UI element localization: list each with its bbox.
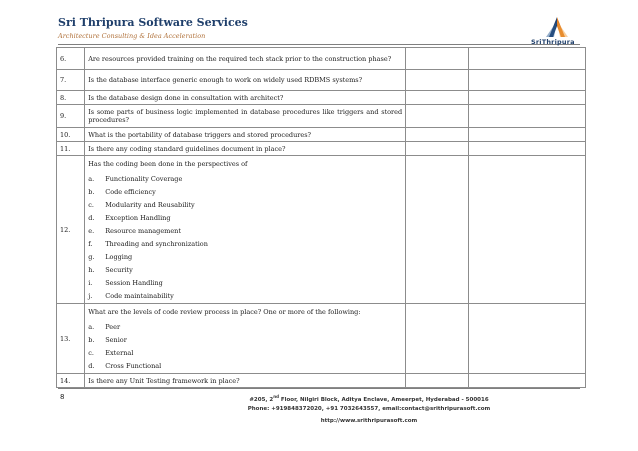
row-number: 13. <box>57 304 85 374</box>
row-number: 12. <box>57 156 85 304</box>
checklist-row <box>57 48 586 70</box>
sub-item <box>88 263 402 276</box>
empty-answer-cell <box>406 128 469 142</box>
question-cell: Is there any coding standard guidelines document in place? <box>85 142 406 156</box>
sub-item-letter: a. <box>88 174 95 183</box>
empty-answer-cell <box>468 91 585 105</box>
empty-answer-cell <box>468 304 585 374</box>
sub-item-letter: c. <box>88 348 94 357</box>
sub-item <box>88 250 402 263</box>
checklist-row <box>57 156 586 304</box>
question-cell: Is there any Unit Testing framework in place? <box>85 374 406 388</box>
logo-wordmark: SriThripura <box>531 38 575 46</box>
empty-answer-cell <box>406 156 469 304</box>
row-number: 7. <box>57 70 85 91</box>
question-intro: Has the coding been done in the perspectives of <box>88 160 248 168</box>
sub-item-text: Senior <box>105 335 127 344</box>
checklist-row <box>57 142 586 156</box>
row-number: 8. <box>57 91 85 105</box>
sub-item-text: Peer <box>105 322 121 331</box>
checklist-row <box>57 91 586 105</box>
footer-contact: Phone: +919848372020, +91 7032643557, email:contact@srithripurasoft.com <box>247 406 491 412</box>
sub-item-letter: b. <box>88 187 95 196</box>
company-name: Sri Thripura Software Services <box>58 16 248 29</box>
sub-item <box>88 224 402 237</box>
sub-item-text: Threading and synchronization <box>105 239 208 248</box>
sub-item <box>88 198 402 211</box>
empty-answer-cell <box>406 91 469 105</box>
empty-answer-cell <box>406 48 469 70</box>
checklist-row <box>57 304 586 374</box>
empty-answer-cell <box>406 304 469 374</box>
empty-answer-cell <box>406 70 469 91</box>
checklist-row <box>57 128 586 142</box>
row-number: 11. <box>57 142 85 156</box>
row-number: 10. <box>57 128 85 142</box>
sub-item-text: Session Handling <box>105 278 163 287</box>
sub-item-text: External <box>105 348 134 357</box>
sub-item-text: Modularity and Reusability <box>105 200 195 209</box>
sub-item <box>88 237 402 250</box>
empty-answer-cell <box>468 70 585 91</box>
sub-item <box>88 346 402 359</box>
footer-website: http://www.srithripurasoft.com <box>320 418 418 424</box>
sub-item <box>88 333 402 346</box>
sub-item-text: Functionality Coverage <box>105 174 183 183</box>
empty-answer-cell <box>468 374 585 388</box>
footer-divider <box>58 388 580 389</box>
sub-item-text: Logging <box>105 252 133 261</box>
sub-item-letter: a. <box>88 322 95 331</box>
sub-item <box>88 276 402 289</box>
sub-item-letter: h. <box>88 265 95 274</box>
question-cell: Is the database design done in consultation with architect? <box>85 91 406 105</box>
empty-answer-cell <box>468 48 585 70</box>
sub-item-text: Exception Handling <box>105 213 171 222</box>
sub-item <box>88 211 402 224</box>
question-cell: Is some parts of business logic implemented in database procedures like triggers and stored procedures? <box>85 105 406 128</box>
empty-answer-cell <box>468 142 585 156</box>
sub-item-letter: e. <box>88 226 95 235</box>
review-checklist-table <box>56 47 586 388</box>
question-intro: What are the levels of code review process in place? One or more of the following: <box>88 308 361 316</box>
question-cell: Is the database interface generic enough to work on widely used RDBMS systems? <box>85 70 406 91</box>
row-number: 6. <box>57 48 85 70</box>
checklist-row <box>57 374 586 388</box>
sub-item-letter: i. <box>88 278 93 287</box>
sub-item-letter: f. <box>88 239 93 248</box>
company-tagline: Architecture Consulting & Idea Acceleration <box>58 32 206 40</box>
sub-item-text: Cross Functional <box>105 361 162 370</box>
sub-item-letter: j. <box>88 291 93 300</box>
row-number: 14. <box>57 374 85 388</box>
header-divider <box>58 44 580 45</box>
sub-item-letter: g. <box>88 252 95 261</box>
sub-item <box>88 172 402 185</box>
sub-item-letter: c. <box>88 200 94 209</box>
sub-item-letter: d. <box>88 213 95 222</box>
question-cell <box>85 304 406 374</box>
sub-item-text: Resource management <box>105 226 181 235</box>
question-cell: Are resources provided training on the required tech stack prior to the construction phase? <box>85 48 406 70</box>
checklist-row <box>57 70 586 91</box>
empty-answer-cell <box>406 142 469 156</box>
sub-item-letter: d. <box>88 361 95 370</box>
row-number: 9. <box>57 105 85 128</box>
footer-address: #205, 2nd Floor, Nilgiri Block, Aditya Enclave, Ameerpet, Hyderabad - 500016 <box>249 394 489 403</box>
page-number: 8 <box>60 393 65 401</box>
sub-item <box>88 289 402 302</box>
sub-item-text: Code maintainability <box>105 291 174 300</box>
checklist-row <box>57 105 586 128</box>
empty-answer-cell <box>468 105 585 128</box>
empty-answer-cell <box>468 156 585 304</box>
sub-item-text: Code efficiency <box>105 187 156 196</box>
sub-item <box>88 185 402 198</box>
empty-answer-cell <box>468 128 585 142</box>
question-cell <box>85 156 406 304</box>
sub-item <box>88 320 402 333</box>
empty-answer-cell <box>406 374 469 388</box>
sub-item-text: Security <box>105 265 133 274</box>
sub-item <box>88 359 402 372</box>
sub-item-letter: b. <box>88 335 95 344</box>
question-cell: What is the portability of database triggers and stored procedures? <box>85 128 406 142</box>
empty-answer-cell <box>406 105 469 128</box>
